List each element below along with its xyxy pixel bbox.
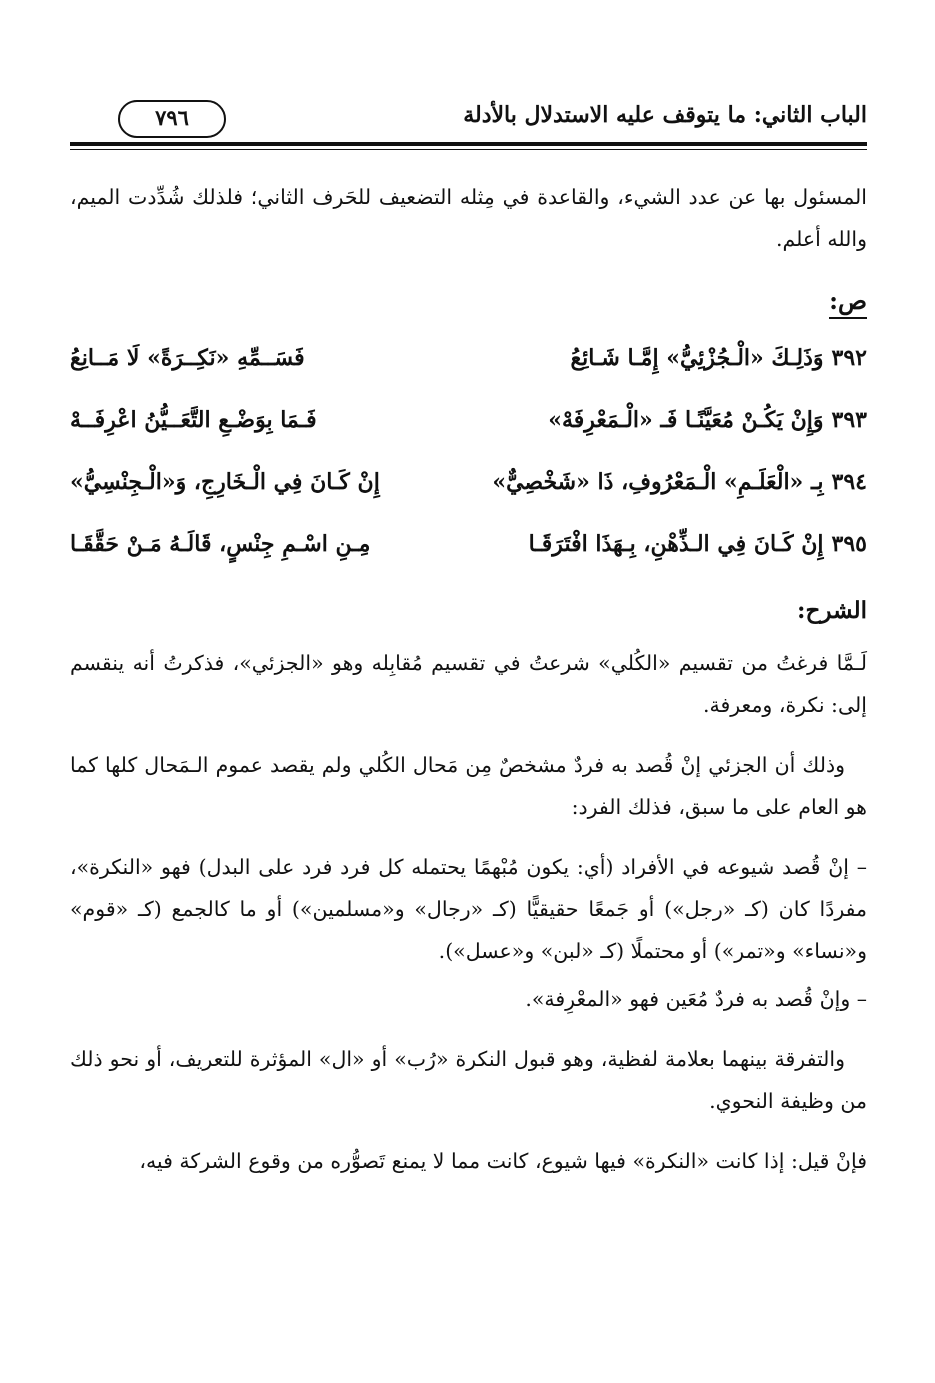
verse-second-hemistich: مِـنِ اسْـمِ جِنْسٍ، قَالَـهُ مَـنْ حَقَّقَـا	[70, 531, 371, 557]
verse-first-hemistich	[476, 514, 867, 576]
verse-first-text: وَذَلِـكَ «الْـجُزْئِيُّ» إِمَّـا شَـائِعُ	[570, 345, 824, 371]
page-header	[70, 100, 867, 148]
verse-number: ٣٩٤	[831, 469, 867, 495]
verse-row	[70, 390, 867, 452]
verse-number: ٣٩٣	[831, 407, 867, 433]
verse-label: ص:	[829, 286, 867, 319]
verse-first-hemistich	[476, 452, 867, 514]
list-item-paragraph: – إنْ قُصد شيوعه في الأفراد (أي: يكون مُبْهمًا يحتمله كل فرد فرد على البدل) فهو «النكرة»، مفردًا كان (كـ «رجل») أو جَمعًا حقيقيًّا (كـ «رجال» و«مسلمين») أو ما كالجمع (كـ «قوم» و«نساء» و«تمر») أو محتملًا (كـ «لبن» و«عسل»).	[70, 855, 867, 963]
verse-first-text: وَإِنْ يَكُـنْ مُعَيَّنًـا فَـ «الْـمَعْرِفَهْ»	[548, 407, 824, 433]
verse-first-text: إِنْ كَـانَ فِي الـذِّهْنِ، بِـهَذَا افْتَرَقَـا	[528, 531, 824, 557]
verse-row	[70, 514, 867, 576]
commentary-paragraph: وذلك أن الجزئي إنْ قُصد به فردٌ مشخصٌ مِن مَحال الكُلي ولم يقصد عموم الـمَحال كلها كما هو العام على ما سبق، فذلك الفرد:	[70, 753, 867, 819]
verse-first-hemistich	[476, 390, 867, 452]
verse-second-hemistich: إِنْ كَـانَ فِي الْـخَارِجِ، وَ«الْـجِنْسِيُّ»	[70, 469, 380, 495]
verse-row	[70, 452, 867, 514]
verse-first-hemistich	[476, 328, 867, 390]
verse-section-label	[70, 280, 867, 322]
verse-row	[70, 328, 867, 390]
commentary-label: الشرح:	[797, 597, 867, 624]
commentary-paragraph: لَـمَّا فرغتُ من تقسيم «الكُلي» شرعتُ في تقسيم مُقابِله وهو «الجزئي»، فذكرتُ أنه ينقسم إلى: نكرة، ومعرفة.	[70, 651, 867, 717]
intro-paragraph: المسئول بها عن عدد الشيء، والقاعدة في مِثله التضعيف للحَرف الثاني؛ فلذلك شُدِّدت الميم، والله أعلم.	[70, 185, 867, 251]
verse-second-hemistich: فَـمَا بِوَضْـعِ التَّعَــيُّنُ اعْرِفَــهْ	[70, 407, 317, 433]
list-item-paragraph: – وإنْ قُصد به فردٌ مُعَين فهو «المعْرِفة».	[525, 987, 867, 1011]
commentary-paragraph: فإنْ قيل: إذا كانت «النكرة» فيها شيوع، كانت مما لا يمنع تَصوُّره من وقوع الشركة فيه،	[139, 1149, 867, 1173]
verse-first-text: بِـ «الْعَلَـمِ» الْـمَعْرُوفِ، ذَا «شَخْصِيٌّ»	[492, 469, 824, 495]
header-rule-thick	[70, 142, 867, 146]
header-rule-thin	[70, 149, 867, 150]
verse-second-hemistich: فَسَــمِّهِ «نَكِــرَةً» لَا مَــانِعُ	[70, 345, 305, 371]
chapter-title: الباب الثاني: ما يتوقف عليه الاستدلال بالأدلة	[463, 102, 867, 128]
verse-number: ٣٩٥	[831, 531, 867, 557]
verses-block	[70, 328, 867, 576]
verse-number: ٣٩٢	[831, 345, 867, 371]
page-content	[70, 176, 867, 1200]
page-number: ٧٩٦	[118, 100, 226, 138]
commentary-paragraph: والتفرقة بينهما بعلامة لفظية، وهو قبول النكرة «رُب» أو «ال» المؤثرة للتعريف، أو نحو ذلك من وظيفة النحوي.	[70, 1047, 867, 1113]
